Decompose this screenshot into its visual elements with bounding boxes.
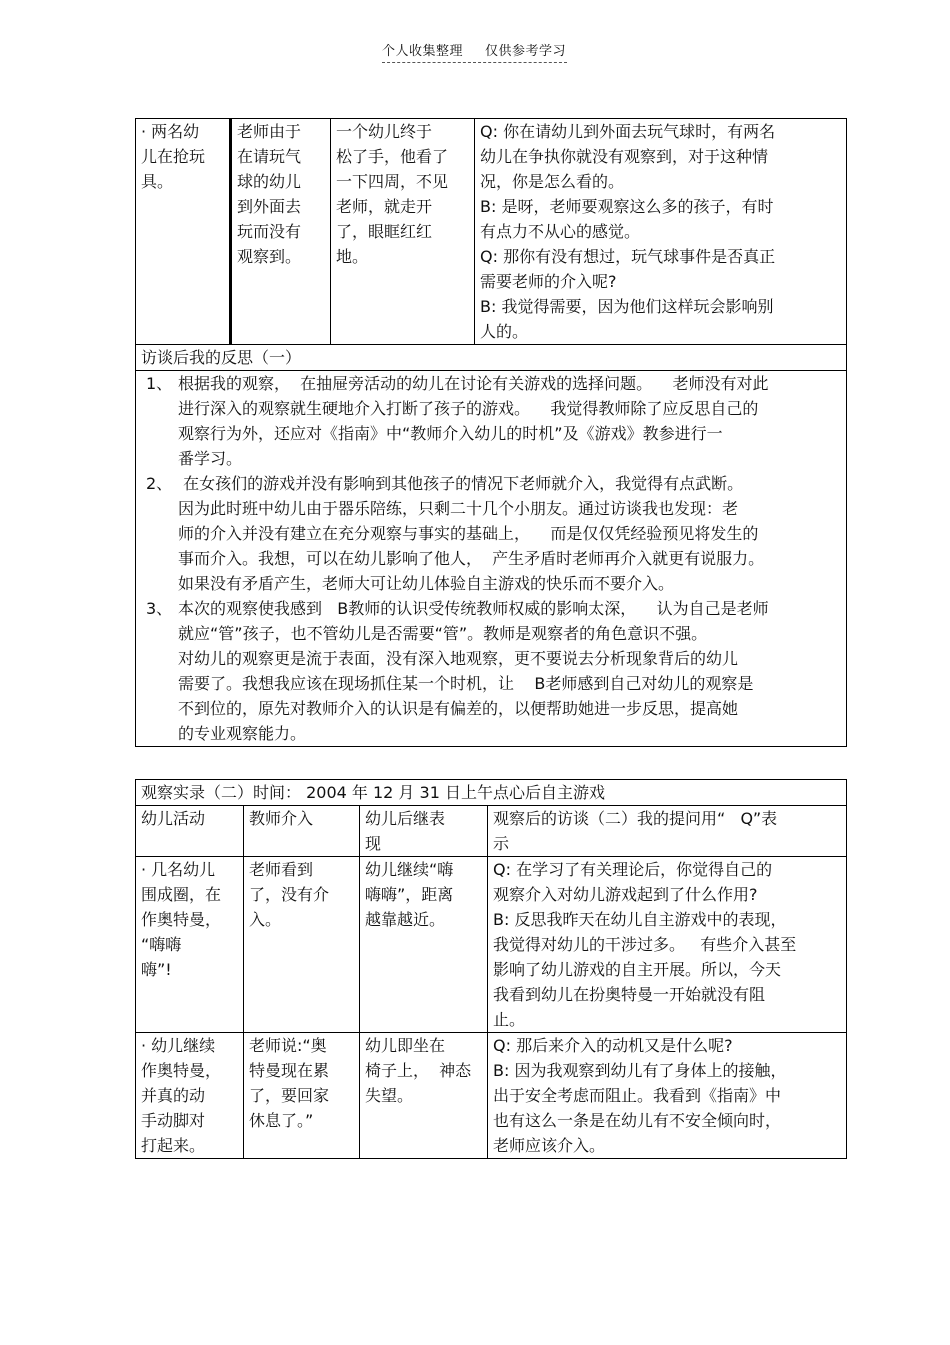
follow-cell: 一个幼儿终于 松了手，他看了 一下四周，不见 老师，就走开 了，眼眶红红 地。	[331, 119, 475, 345]
table-row	[136, 857, 847, 1033]
reflection-title: 访谈后我的反思（一）	[136, 345, 847, 371]
intervention-cell: 老师看到 了，没有介 入。	[244, 857, 360, 1033]
activity-cell: · 几名幼儿 围成圈，在 作奥特曼， “嗨嗨 嗨”!	[136, 857, 244, 1033]
reflection-item: 1、 根据我的观察， 在抽屉旁活动的幼儿在讨论有关游戏的选择问题。 老师没有对此 进行深入的观察就生硬地介入打断了孩子的游戏。 我觉得教师除了应反思自己的 观察行为外，还应对《指南》中“教师介入幼儿的时机”及《游戏》教参进行一 番学习。	[146, 374, 769, 468]
table-row	[136, 1033, 847, 1159]
interview-line: B: 因为我观察到幼儿有了身体上的接触， 出于安全考虑而阻止。我看到《指南》中 也有这么一条是在幼儿有不安全倾向时， 老师应该介入。	[493, 1061, 787, 1155]
interview-line: B: 我觉得需要，因为他们这样玩会影响别 人的。	[480, 297, 774, 341]
reflection-item: 3、 本次的观察使我感到 B教师的认识受传统教师权威的影响太深， 认为自己是老师 就应“管”孩子，也不管幼儿是否需要“管”。教师是观察者的角色意识不强。 对幼儿的观察更是流于表面，没有深入地观察，更不要说去分析现象背后的幼儿 需要了。我想我应该在现场抓住某一个时机，让 B老师感到自己对幼儿的观察是 不到位的，原先对教师介入的认识是有偏差的，以便帮助她进一步反思，提高她 的专业观察能力。	[146, 599, 769, 743]
interview-line: Q: 你在请幼儿到外面去玩气球时，有两名 幼儿在争执你就没有观察到，对于这种情 况，你是怎么看的。	[480, 122, 776, 191]
table-header-row	[136, 806, 847, 857]
table-row	[136, 119, 847, 345]
column-header: 观察后的访谈（二）我的提问用“ Q”表 示	[488, 806, 847, 857]
intervention-cell: 老师由于 在请玩气 球的幼儿 到外面去 玩而没有 观察到。	[231, 119, 331, 345]
activity-cell: · 两名幼 儿在抢玩 具。	[136, 119, 231, 345]
activity-cell: · 幼儿继续 作奥特曼， 并真的动 手动脚对 打起来。	[136, 1033, 244, 1159]
observation-table-2	[135, 779, 847, 1159]
follow-cell: 幼儿继续“嗨 嗨嗨”，距离 越靠越近。	[360, 857, 488, 1033]
interview-line: B: 反思我昨天在幼儿自主游戏中的表现， 我觉得对幼儿的干涉过多。 有些介入甚至 影响了幼儿游戏的自主开展。所以，今天 我看到幼儿在扮奥特曼一开始就没有阻 止。	[493, 910, 797, 1029]
header-right-text: 仅供参考学习	[485, 44, 567, 59]
table-title: 观察实录（二）时间： 2004 年 12 月 31 日上午点心后自主游戏	[136, 780, 847, 806]
interview-line: Q: 那你有没有想过，玩气球事件是否真正 需要老师的介入呢?	[480, 247, 776, 291]
column-header: 幼儿后继表 现	[360, 806, 488, 857]
observation-table-1	[135, 118, 847, 747]
intervention-cell: 老师说:“奥 特曼现在累 了，要回家 休息了。”	[244, 1033, 360, 1159]
header-left-text: 个人收集整理	[382, 44, 464, 59]
reflection-item: 2、 在女孩们的游戏并没有影响到其他孩子的情况下老师就介入，我觉得有点武断。 因为此时班中幼儿由于器乐陪练，只剩二十几个小朋友。通过访谈我也发现：老 师的介入并没有建立在充分观察与事实的基础上， 而是仅仅凭经验预见将发生的 事而介入。我想，可以在幼儿影响了他人， 产生矛盾时老师再介入就更有说服力。 如果没有矛盾产生，老师大可让幼儿体验自主游戏的快乐而不要介入。	[146, 474, 765, 593]
follow-cell: 幼儿即坐在 椅子上， 神态 失望。	[360, 1033, 488, 1159]
interview-line: B: 是呀，老师要观察这么多的孩子，有时 有点力不从心的感觉。	[480, 197, 774, 241]
interview-cell	[475, 119, 847, 345]
interview-cell	[488, 857, 847, 1033]
interview-line: Q: 那后来介入的动机又是什么呢?	[493, 1036, 733, 1055]
interview-line: Q: 在学习了有关理论后，你觉得自己的 观察介入对幼儿游戏起到了什么作用?	[493, 860, 773, 904]
page-header	[382, 40, 567, 63]
interview-cell	[488, 1033, 847, 1159]
reflection-body	[136, 371, 847, 747]
column-header: 教师介入	[244, 806, 360, 857]
column-header: 幼儿活动	[136, 806, 244, 857]
